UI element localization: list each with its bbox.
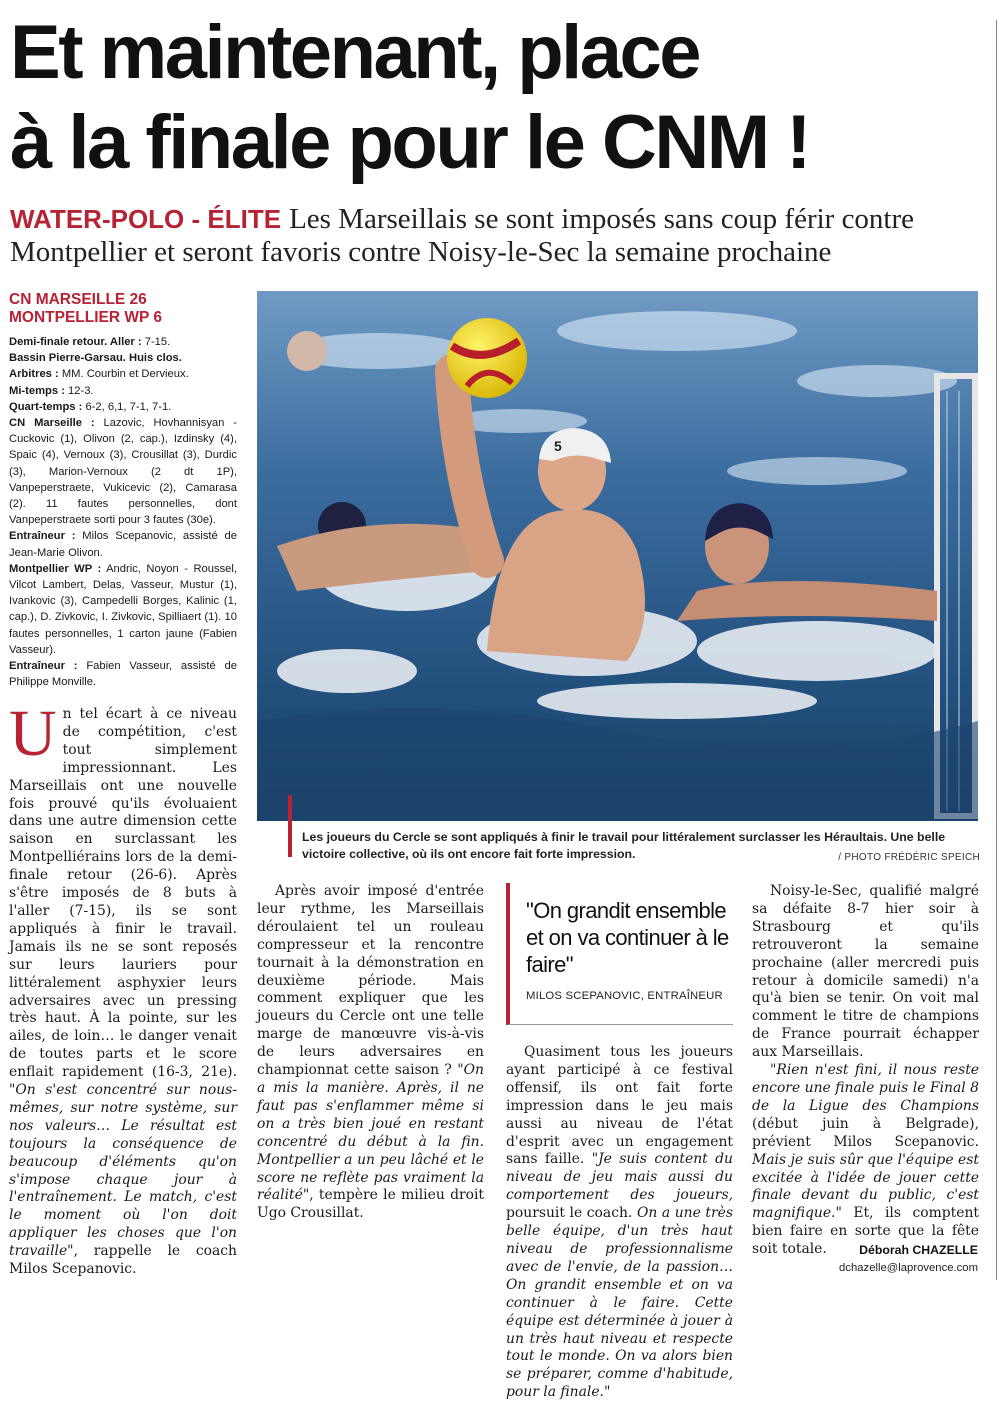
body-column-1 [9,697,237,1279]
score-block [9,291,249,327]
drop-cap: U [9,697,57,770]
body-column-4 [752,883,979,1259]
headline-line-1: Et maintenant, place [10,10,700,95]
fact-coach-home: Entraîneur : Milos Scepanovic, assisté de Jean-Marie Olivon. [9,530,237,559]
photo-caption: Les joueurs du Cercle se sont appliqués à finir le travail pour littéralement surclasser les Héraultais. Une belle victoire collective, où ils ont encore fait forte impression. [302,830,946,861]
subtitle [10,203,990,269]
pull-quote-text: "On grandit ensemble et on va continuer à le faire" [526,898,729,977]
fact-coach-away: Entraîneur : Fabien Vasseur, assisté de Philippe Monville. [9,660,237,689]
fact-team-away: Montpellier WP : Andric, Noyon - Roussel, Vilcot Lambert, Delas, Vasseur, Mustur (1), Ivankovic (3), Campedelli Borges, Kalinic (1, cap.), D. Zivkovic, I. Zivkovic, Spilliaert (1). 10 fautes personnelles, 1 carton jaune (Fabien Vasseur). [9,562,237,656]
section-kicker: WATER-POLO - ÉLITE [10,204,282,234]
caption-accent-bar [288,795,292,857]
fact-referees: Arbitres : MM. Courbin et Dervieux. [9,368,189,381]
page-edge-rule [996,20,997,1280]
score-home: CN MARSEILLE 26 [9,291,147,308]
match-factbox [9,334,237,690]
match-photo [257,291,978,821]
pull-quote [506,883,733,1025]
water-polo-illustration [257,291,978,821]
headline-line-2: à la finale pour le CNM ! [10,100,809,185]
body-column-3 [506,1044,733,1402]
score-away: MONTPELLIER WP 6 [9,309,163,326]
fact-team-home: CN Marseille : Lazovic, Hovhannisyan - Cuckovic (1), Olivon (2, cap.), Izdinsky (4), Spaic (4), Vernoux (3), Crousillat (3), Durdic (3), Marion-Vernoux (2 dt 1P), Vanpeperstraete, Vukicevic (2), Camarasa (2). 11 fautes personnelles, dont Vanpeperstraete sorti pour 3 fautes (30e). [9,417,237,527]
pull-quote-author: MILOS SCEPANOVIC, ENTRAÎNEUR [526,990,723,1002]
subtitle-text: Les Marseillais se sont imposés sans coup férir contre Montpellier et seront favoris contre Noisy-le-Sec la semaine prochaine [10,203,915,268]
body-paragraph: Après avoir imposé d'entrée leur rythme, les Marseillais déroulaient tel un rouleau compresseur et la rencontre tournait à la démonstration en deuxième période. Mais comment expliquer que les joueurs du Cercle ont une telle marge de manœuvre vis-à-vis de leurs adversaires en championnat cette saison ? "On a mis la manière. Après, il ne faut pas s'enflammer même si on a très bien joué en restant concentré du début à la fin. Montpellier a un peu lâché et le score ne reflète pas vraiment la réalité", tempère le milieu droit Ugo Crousillat. [257,883,484,1222]
body-paragraph: "Rien n'est fini, il nous reste encore une finale puis le Final 8 de la Ligue des Champions (début juin à Belgrade), prévient Milos Scepanovic. Mais je suis sûr que l'équipe est excitée à l'idée de jouer cette finale devant du public, c'est magnifique." Et, ils comptent bien faire en sorte que la fête soit totale. [752,1062,979,1258]
byline-email[interactable]: dchazelle@laprovence.com [839,1262,978,1274]
photo-credit: / PHOTO FRÉDÉRIC SPEICH [838,852,980,863]
body-paragraph: Quasiment tous les joueurs ayant participé à ce festival offensif, ils ont fait forte impression dans le jeu mais aussi au niveau de l'état d'esprit avec un engagement sans faille. "Je suis content du niveau de jeu mais aussi du comportement des joueurs, poursuit le coach. On a une très belle équipe, d'un très haut niveau de professionnalisme avec de l'envie, de la passion… On grandit ensemble et on va continuer à le faire. Cette équipe est déterminée à jouer à un très haut niveau et respecte tout le monde. On va alors bien se préparer, comme d'habitude, pour la finale." [506,1044,733,1401]
fact-match: Demi-finale retour. Aller : 7-15. [9,336,171,348]
byline-author: Déborah CHAZELLE [859,1243,978,1257]
headline [10,8,990,188]
body-paragraph: Noisy-le-Sec, qualifié malgré sa défaite 8-7 hier soir à Strasbourg et qu'ils retrouveront la semaine prochaine (aller mercredi puis retour à domicile samedi) n'a qu'à bien se tenir. On voit mal comment le titre de champions de France pourrait échapper aux Marseillais. [752,883,979,1061]
cap-number: 5 [554,438,562,454]
fact-halftime: Mi-temps : 12-3. [9,384,94,397]
fact-venue: Bassin Pierre-Garsau. Huis clos. [9,352,182,365]
body-paragraph: n tel écart à ce niveau de compétition, c'est tout simplement impressionnant. Les Marseillais ont une nouvelle fois prouvé qu'ils évoluaient dans une autre dimension cette saison en surclassant les Montpelliérains lors de la demi-finale retour (26-6). Après s'être imposés de 8 buts à l'aller (7-15), ils se sont appliqués à finir le travail. Jamais ils ne se sont reposés sur leurs lauriers pour littéralement asphyxier leurs adversaires avec un pressing très haut. À la pointe, sur les ailes, de loin… le danger venait de toutes parts et le score enflait rapidement (16-3, 21e). "On s'est concentré sur nous-mêmes, sur notre système, sur nos valeurs… Le résultat est toujours la conséquence de beaucoup d'éléments qu'on s'impose chaque jour à l'entraînement. Le match, c'est le moment où l'on doit appliquer les choses que l'on travaille", rappelle le coach Milos Scepanovic. [9,706,237,1278]
body-column-2 [257,883,484,1223]
fact-quarters: Quart-temps : 6-2, 6,1, 7-1, 7-1. [9,400,172,413]
